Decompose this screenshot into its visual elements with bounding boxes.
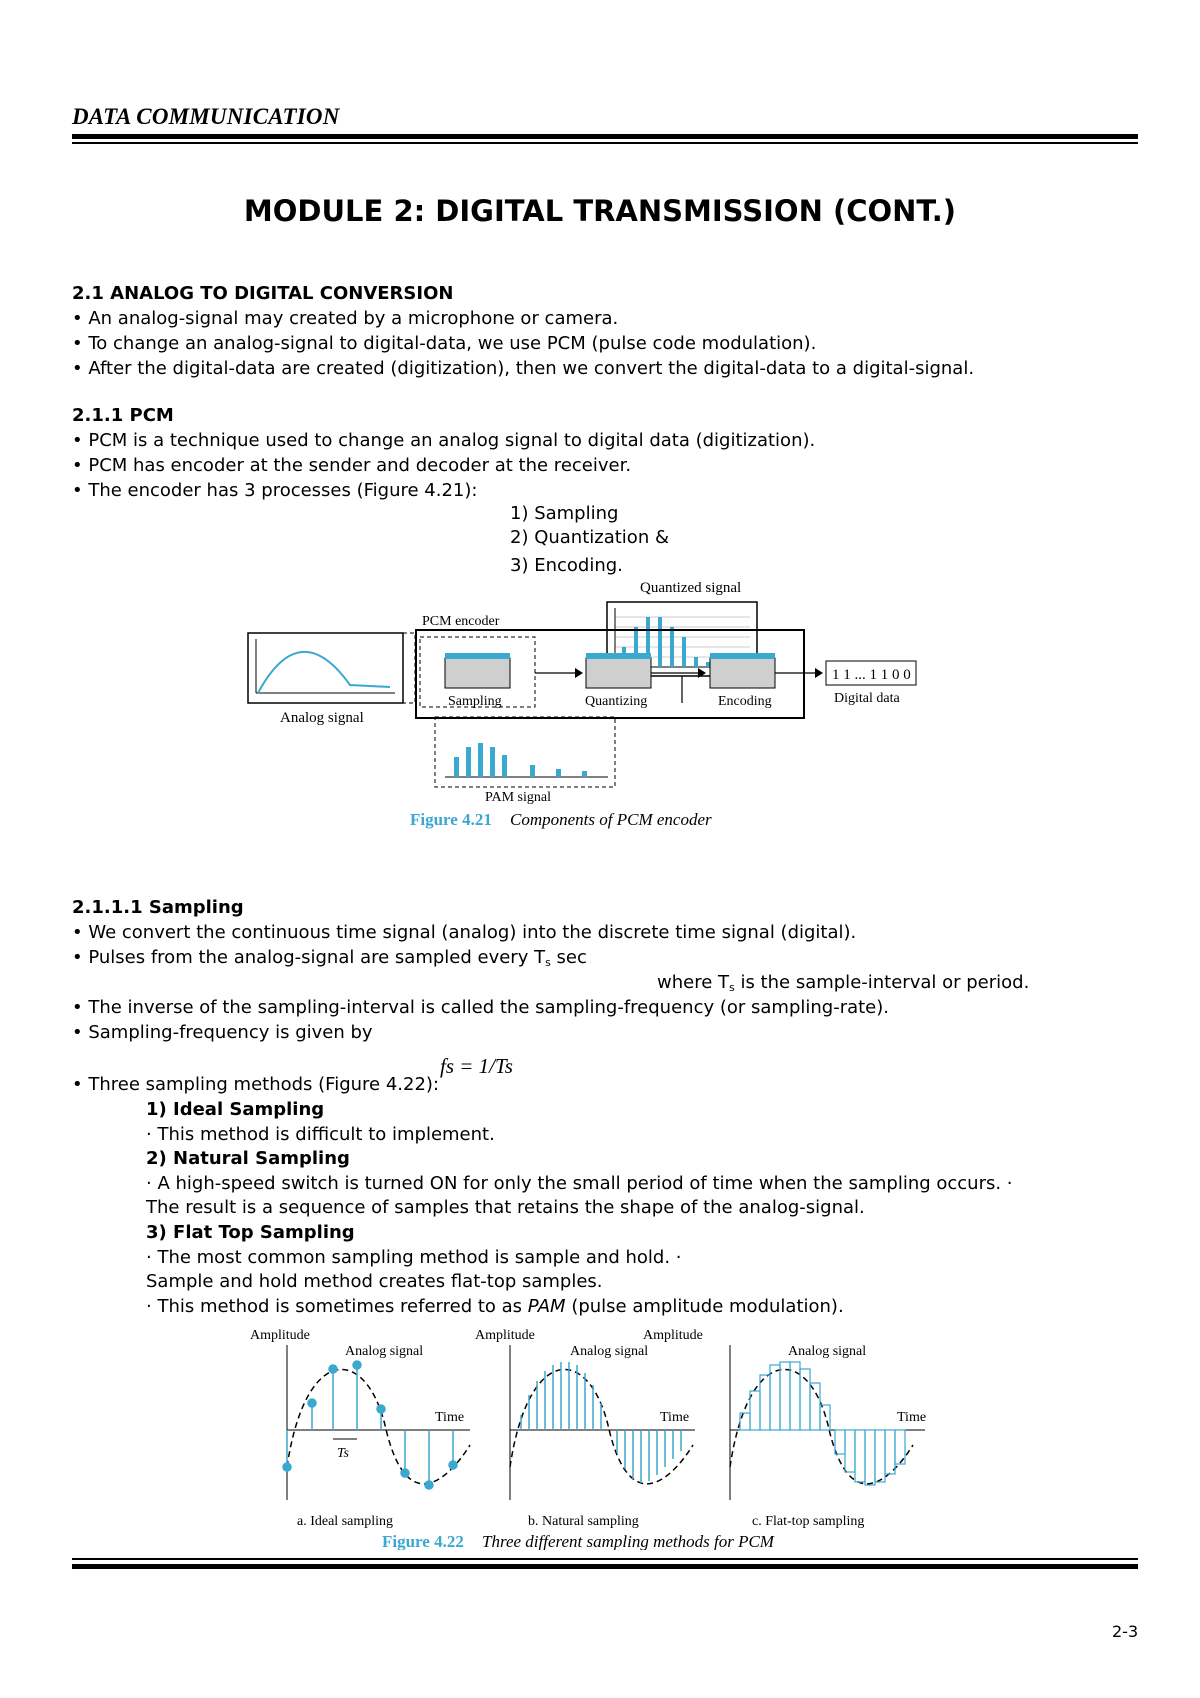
bullet-text: • Pulses from the analog-signal are sampled every T [72, 947, 546, 968]
method-line: · A high-speed switch is turned ON for only the small period of time when the sampling occurs. · [146, 1173, 1013, 1194]
method-heading-flat-top: 3) Flat Top Sampling [146, 1222, 355, 1243]
svg-text:Analog signal: Analog signal [570, 1344, 649, 1359]
svg-text:Amplitude: Amplitude [250, 1328, 310, 1343]
flat-top-samples [740, 1362, 905, 1485]
running-header: DATA COMMUNICATION [72, 104, 340, 129]
footer-rule-thin [72, 1558, 1138, 1560]
bullet: • The inverse of the sampling-interval is called the sampling-frequency (or sampling-rate). [72, 997, 890, 1018]
step: 1) Sampling [510, 503, 619, 524]
sampling-block [445, 658, 510, 688]
quantizing-label: Quantizing [585, 694, 648, 709]
method-line: Sample and hold method creates flat-top samples. [146, 1271, 603, 1292]
figure-4-22 [245, 1325, 975, 1550]
bullet-text: sec [550, 947, 587, 968]
where-line [657, 972, 1029, 999]
bullet: • PCM is a technique used to change an analog signal to digital data (digitization). [72, 430, 816, 451]
pam-emphasis: PAM [527, 1296, 566, 1317]
method-line: · This method is difficult to implement. [146, 1124, 495, 1145]
subscript: s [729, 981, 735, 994]
method-text: · This method is sometimes referred to as [146, 1296, 528, 1317]
figure-4-22-caption: Three different sampling methods for PCM [482, 1532, 774, 1550]
page-number: 2-3 [1112, 1622, 1139, 1641]
svg-text:a. Ideal sampling: a. Ideal sampling [297, 1514, 394, 1529]
svg-text:Time: Time [897, 1410, 927, 1425]
section-heading-2-1: 2.1 ANALOG TO DIGITAL CONVERSION [72, 283, 454, 304]
sampling-frequency-formula: fs = 1/Ts [440, 1054, 513, 1078]
svg-text:b. Natural sampling: b. Natural sampling [528, 1514, 639, 1529]
figure-4-21-caption: Components of PCM encoder [510, 810, 712, 829]
method-line: · The most common sampling method is sample and hold. · [146, 1247, 682, 1268]
quantizing-block [586, 658, 651, 688]
method-heading-natural: 2) Natural Sampling [146, 1148, 350, 1169]
panel-flat-top-sampling [643, 1328, 926, 1529]
section-heading-2-1-1: 2.1.1 PCM [72, 405, 174, 426]
pam-bars [454, 743, 587, 777]
bullet: • After the digital-data are created (digitization), then we convert the digital-data to a digital-signal. [72, 358, 975, 379]
bullet: • An analog-signal may created by a microphone or camera. [72, 308, 619, 329]
bullet: • Three sampling methods (Figure 4.22): [72, 1074, 440, 1095]
panel-ideal-sampling [250, 1328, 470, 1529]
bullet: • To change an analog-signal to digital-data, we use PCM (pulse code modulation). [72, 333, 817, 354]
bullet: • We convert the continuous time signal (analog) into the discrete time signal (digital). [72, 922, 857, 943]
pcm-encoder-label: PCM encoder [422, 614, 500, 629]
svg-text:Ts: Ts [337, 1446, 349, 1461]
method-line [146, 1296, 844, 1318]
footer-rule [72, 1564, 1138, 1569]
analog-wave [258, 652, 390, 693]
method-text: (pulse amplitude modulation). [565, 1296, 844, 1317]
bullet: • The encoder has 3 processes (Figure 4.21): [72, 480, 478, 501]
method-heading-ideal: 1) Ideal Sampling [146, 1099, 325, 1120]
ideal-samples [283, 1361, 457, 1489]
natural-samples [521, 1362, 681, 1483]
page-title: MODULE 2: DIGITAL TRANSMISSION (CONT.) [243, 194, 957, 228]
panel-natural-sampling [475, 1328, 695, 1529]
bullet: • Sampling-frequency is given by [72, 1022, 373, 1043]
figure-4-22-number: Figure 4.22 [382, 1532, 464, 1550]
where-text: is the sample-interval or period. [734, 972, 1030, 993]
digital-bits: 1 1 ... 1 1 0 0 [832, 667, 911, 683]
sampling-label: Sampling [448, 694, 502, 709]
quantized-signal-label: Quantized signal [640, 580, 742, 596]
bullet [72, 947, 587, 974]
figure-4-21 [240, 575, 960, 895]
svg-text:Analog signal: Analog signal [788, 1344, 867, 1359]
where-text: where T [657, 972, 729, 993]
header-rule [72, 134, 1138, 139]
svg-text:Amplitude: Amplitude [475, 1328, 535, 1343]
figure-4-21-number: Figure 4.21 [410, 810, 492, 829]
step: 3) Encoding. [510, 555, 623, 576]
step: 2) Quantization & [510, 527, 669, 548]
svg-text:Time: Time [435, 1410, 465, 1425]
svg-text:Time: Time [660, 1410, 690, 1425]
analog-signal-label: Analog signal [280, 710, 364, 726]
svg-text:Analog signal: Analog signal [345, 1344, 424, 1359]
pam-signal-label: PAM signal [485, 790, 552, 805]
digital-data-label: Digital data [834, 691, 900, 706]
subscript: s [545, 956, 551, 969]
svg-text:Amplitude: Amplitude [643, 1328, 703, 1343]
bullet: • PCM has encoder at the sender and decoder at the receiver. [72, 455, 632, 476]
section-heading-2-1-1-1: 2.1.1.1 Sampling [72, 897, 244, 918]
method-line: The result is a sequence of samples that retains the shape of the analog-signal. [146, 1197, 865, 1218]
header-rule-thin [72, 142, 1138, 144]
encoding-block [710, 658, 775, 688]
svg-text:c. Flat-top sampling: c. Flat-top sampling [752, 1514, 865, 1529]
encoding-label: Encoding [718, 694, 772, 709]
